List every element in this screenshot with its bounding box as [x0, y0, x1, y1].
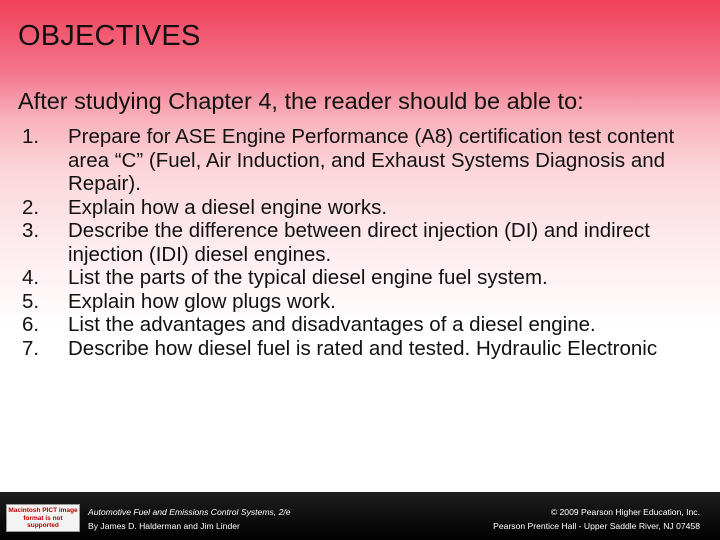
objective-item — [22, 290, 712, 314]
objective-text: Explain how a diesel engine works. — [68, 195, 388, 219]
objective-text: List the advantages and disadvantages of a diesel engine. — [68, 313, 596, 336]
objectives-list — [22, 125, 712, 360]
objective-item — [22, 266, 712, 290]
objective-text: Describe how diesel fuel is rated and tested. Hydraulic Electronic — [68, 336, 658, 360]
objective-number: 6. — [22, 313, 40, 336]
objective-text: List the parts of the typical diesel engine fuel system. — [68, 266, 548, 289]
objective-number: 2. — [22, 195, 40, 219]
objective-item — [22, 337, 712, 361]
objective-number: 7. — [22, 336, 40, 360]
objective-item — [22, 313, 712, 337]
objective-item — [22, 219, 712, 266]
slide-title: OBJECTIVES — [18, 20, 201, 52]
objective-number: 4. — [22, 266, 40, 289]
objective-text: Describe the difference between direct injection (DI) and indirect injection (IDI) diesel engines. — [68, 219, 650, 266]
book-title: Automotive Fuel and Emissions Control Systems, 2/e — [88, 507, 291, 517]
objective-number: 3. — [22, 219, 40, 242]
objective-text: Explain how glow plugs work. — [68, 289, 336, 313]
logo-placeholder-text: Macintosh PICT image format is not supported — [8, 507, 78, 529]
objective-number: 1. — [22, 125, 40, 148]
copyright-text: © 2009 Pearson Higher Education, Inc. — [550, 507, 700, 517]
objective-item — [22, 125, 712, 196]
intro-text: After studying Chapter 4, the reader should be able to: — [18, 88, 584, 114]
book-authors: By James D. Halderman and Jim Linder — [88, 521, 240, 531]
publisher-logo-placeholder — [6, 504, 80, 532]
objective-text: Prepare for ASE Engine Performance (A8) certification test content area “C” (Fuel, Air Induction, and Exhaust Systems Diagnosis and Repair). — [68, 125, 675, 195]
objective-number: 5. — [22, 289, 40, 313]
objective-item — [22, 196, 712, 220]
publisher-text: Pearson Prentice Hall - Upper Saddle River, NJ 07458 — [493, 521, 700, 531]
